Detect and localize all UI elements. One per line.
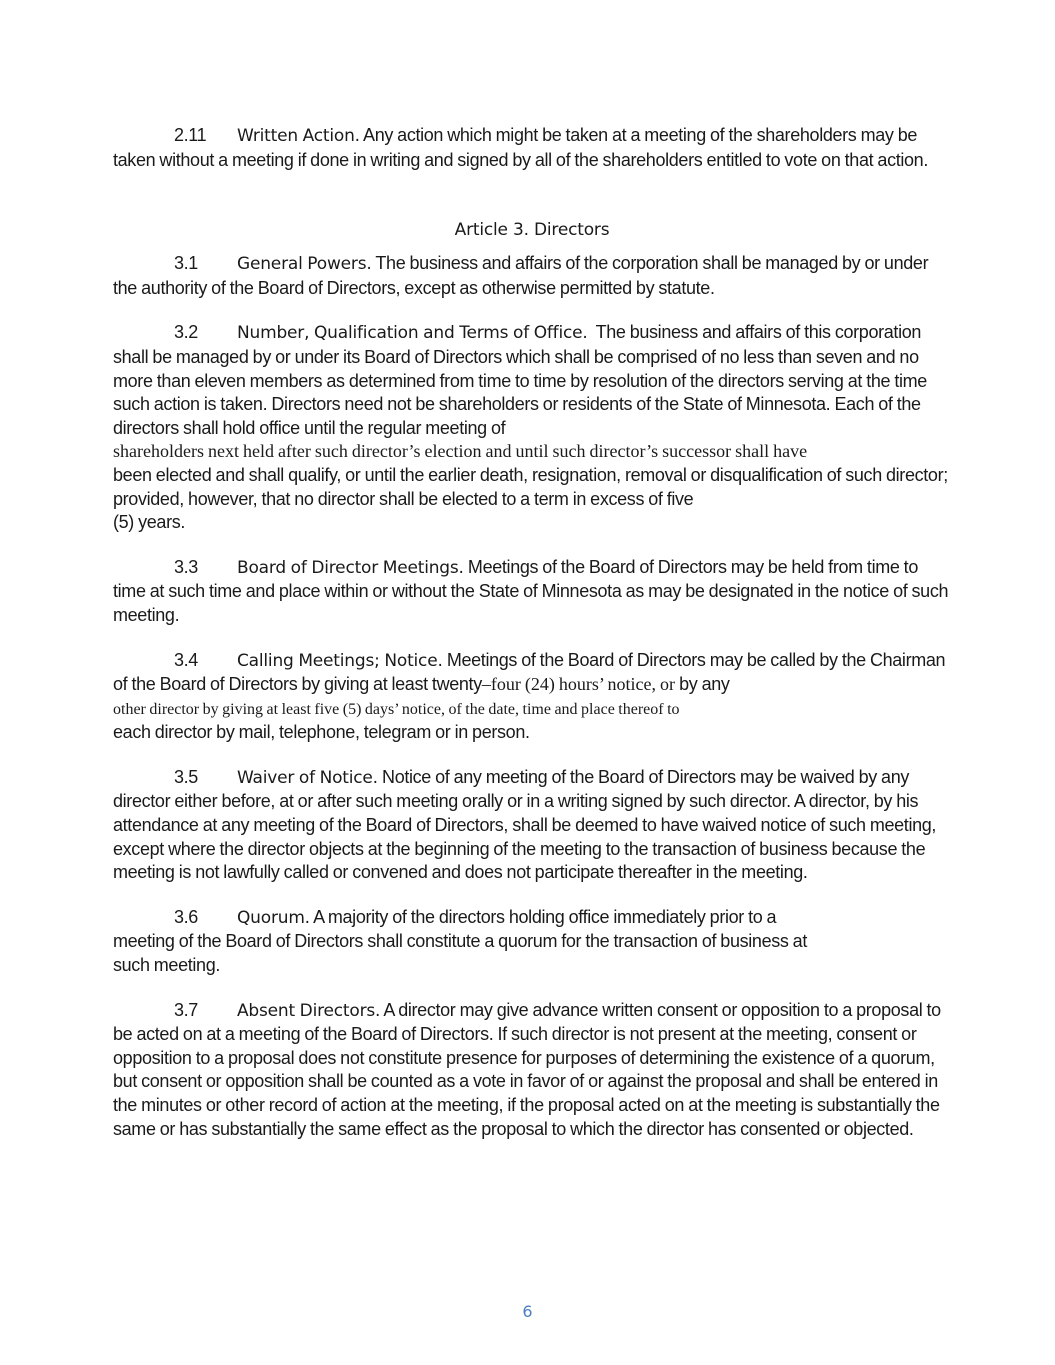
section-number: 3.3 <box>174 556 198 577</box>
section-number: 3.2 <box>174 322 198 343</box>
section-heading: Absent Directors. <box>237 1000 381 1021</box>
section-body: A director may give advance written consent or opposition to a proposal to be acted on at a meeting of the Board of Directors. If such director is not present at the meeting, consent or opposition to a proposal does not constitute presence for purposes of determining the existence of a quorum, but consent or opposition shall be counted as a vote in favor of or against the proposal and shall be entered in the minutes or other record of action at the meeting, if the proposal acted on at the meeting is substantially the same or has substantially the same effect as the proposal to which the director has consented or objected. <box>113 999 941 1139</box>
section-body: meeting of the Board of Directors shall constitute a quorum for the transaction of business at <box>113 931 807 952</box>
section-body-serif: –four (24) hours’ notice, or <box>481 674 675 695</box>
section-body: A majority of the directors holding office immediately prior to a <box>313 906 777 927</box>
section-body: Notice of any meeting of the Board of Directors may be waived by any director either before, at or after such meeting orally or in a writing signed by such director. A director, by his attendance at any meeting of the Board of Directors, shall be deemed to have waived notice of such meeting, except where the director objects at the beginning of the meeting to the transaction of business because the meeting is not lawfully called or convened and does not participate thereafter in the meeting. <box>113 766 937 883</box>
section-body: been elected and shall qualify, or until the earlier death, resignation, removal or disqualification of such director; provided, however, that no director shall be elected to a term in excess of five <box>113 464 948 509</box>
section-number: 3.4 <box>174 649 198 670</box>
section-3-6 <box>113 906 951 978</box>
section-3-1 <box>113 252 951 300</box>
section-body: (5) years. <box>113 512 186 533</box>
section-body: Any action which might be taken at a meeting of the shareholders may be taken without a meeting if done in writing and signed by all of the shareholders entitled to vote on that action. <box>113 125 928 170</box>
section-3-5 <box>113 766 951 885</box>
section-body: Meetings of the Board of Directors may be held from time to time at such time and place within or without the State of Minnesota as may be designated in the notice of such meeting. <box>113 556 949 625</box>
section-body: Meetings of the Board of Directors may be called by the Chairman of the Board of Directors by giving at least twenty <box>113 649 946 695</box>
section-heading: Quorum. <box>237 907 310 928</box>
section-body-serif: other director by giving at least five (5) days’ notice, of the date, time and place thereof to <box>113 700 680 718</box>
article-title: Article 3. Directors <box>454 220 610 241</box>
section-number: 3.1 <box>174 253 198 274</box>
page-body <box>113 124 951 1162</box>
page-number: 6 <box>522 1302 533 1321</box>
section-number: 2.11 <box>174 125 207 145</box>
section-body-serif: shareholders next held after such director’s election and until such director’s successor shall have <box>113 441 808 462</box>
section-3-4 <box>113 649 951 745</box>
section-3-2 <box>113 321 951 534</box>
section-heading: Board of Director Meetings. <box>237 557 464 578</box>
section-heading: Waiver of Notice. <box>237 767 378 788</box>
section-heading: Written Action. <box>237 126 360 146</box>
section-body: The business and affairs of this corporation shall be managed by or under its Board of Directors which shall be comprised of no less than seven and no more than eleven members as determined from time to time by resolution of the directors serving at the time such action is taken. Directors need not be shareholders or residents of the State of Minnesota. Each of the directors shall hold office until the regular meeting of <box>113 322 927 438</box>
section-body: The business and affairs of the corporation shall be managed by or under the authority of the Board of Directors, except as otherwise permitted by statute. <box>113 253 929 298</box>
section-body: by any <box>679 674 730 695</box>
section-3-7 <box>113 999 951 1142</box>
section-3-3 <box>113 556 951 628</box>
section-number: 3.7 <box>174 999 198 1020</box>
section-heading: General Powers. <box>237 254 372 275</box>
section-2-11 <box>113 124 951 172</box>
section-body: each director by mail, telephone, telegram or in person. <box>113 722 530 743</box>
section-heading: Number, Qualification and Terms of Office. <box>237 323 588 344</box>
section-heading: Calling Meetings; Notice. <box>237 650 443 671</box>
section-number: 3.5 <box>174 766 198 787</box>
section-number: 3.6 <box>174 906 198 927</box>
section-body: such meeting. <box>113 955 221 976</box>
